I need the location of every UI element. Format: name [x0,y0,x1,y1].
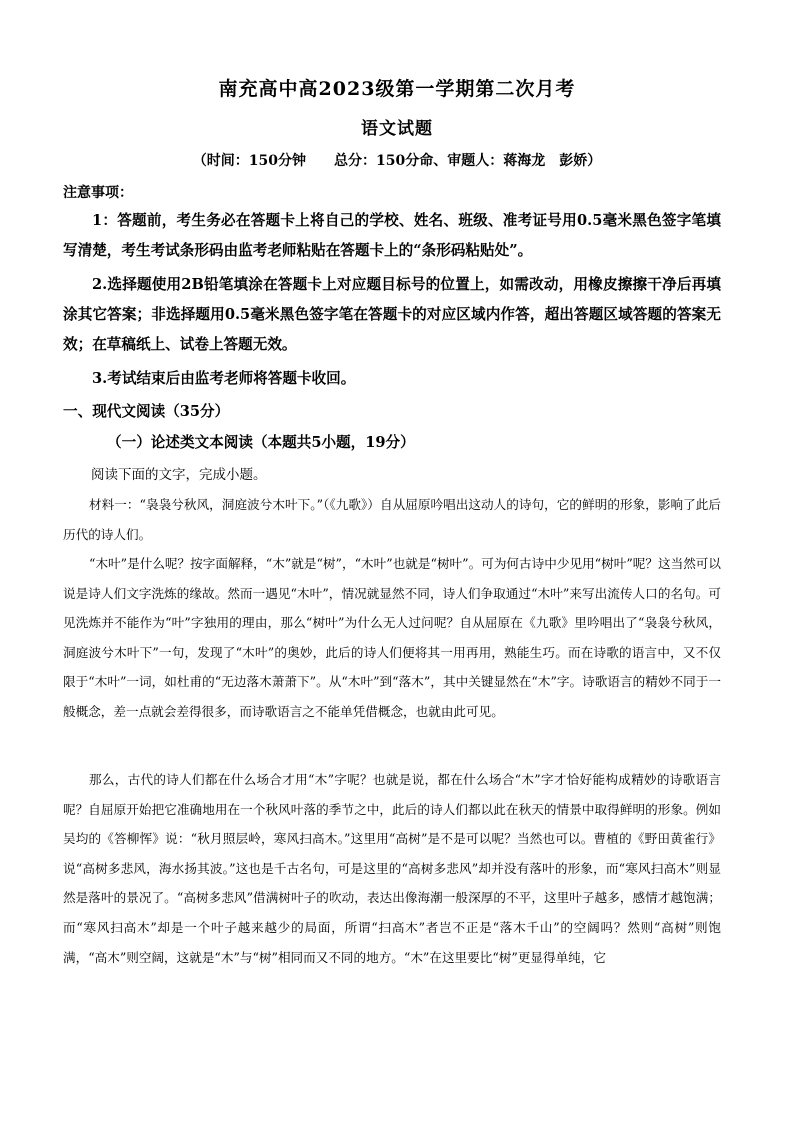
passage-paragraph: 材料一：“袅袅兮秋风，洞庭波兮木叶下。”（《九歌》）自从屈原吟唱出这动人的诗句，它的鲜明的形象，影响了此后历代的诗人们。 [63,497,721,542]
subsection-title: （一）论述类文本阅读（本题共5小题，19分） [107,434,415,451]
passage-paragraph: “木叶”是什么呢？按字面解释，“木”就是“树”，“木叶”也就是“树叶”。可为何古诗中少见用“树叶”呢？这当然可以说是诗人们文字洗炼的缘故。然而一遇见“木叶”，情况就显然不同，诗人们争取通过“木叶”来写出流传人口的名句。可见洗炼并不能作为“叶”字独用的理由，那么“树叶”为什么无人过问呢？自从屈原在《九歌》里吟唱出了“袅袅兮秋风，洞庭波兮木叶下”一句，发现了“木叶”的奥妙，此后的诗人们便将其一用再用，熟能生巧。而在诗歌的语言中，又不仅限于“木叶”一词，如杜甫的“无边落木萧萧下”。从“木叶”到“落木”，其中关键显然在“木”字。诗歌语言的精妙不同于一般概念，差一点就会差得很多，而诗歌语言之不能单凭借概念，也就由此可见。 [63,556,721,719]
reading-instruction: 阅读下面的文字，完成小题。 [91,467,267,483]
exam-title: 南充高中高2023级第一学期第二次月考 [218,78,576,100]
section-title: 一、现代文阅读（35分） [63,403,230,420]
notice-item-2: 2.选择题使用2B铅笔填涂在答题卡上对应题目标号的位置上，如需改动，用橡皮擦擦干净后再填涂其它答案；非选择题用0.5毫米黑色签字笔在答题卡的对应区域内作答，超出答题区域答题的答案无效；在草稿纸上、试卷上答题无效。 [63,276,721,353]
subject-title: 语文试题 [361,119,433,139]
notice-item-1: 1：答题前，考生务必在答题卡上将自己的学校、姓名、班级、准考证号用0.5毫米黑色签字笔填写清楚，考生考试条形码由监考老师粘贴在答题卡上的“条形码粘贴处”。 [63,212,721,259]
notice-heading: 注意事项： [63,185,133,201]
passage-paragraph: 那么，古代的诗人们都在什么场合才用“木”字呢？也就是说，都在什么场合“木”字才恰好能构成精妙的诗歌语言呢？自屈原开始把它准确地用在一个秋风叶落的季节之中，此后的诗人们都以此在秋天的情景中取得鲜明的形象。例如吴均的《答柳恽》说：“秋月照层岭，寒风扫高木。”这里用“高树”是不是可以呢？当然也可以。曹植的《野田黄雀行》说“高树多悲风，海水扬其波。”这也是千古名句，可是这里的“高树多悲风”却并没有落叶的形象，而“寒风扫高木”则显然是落叶的景况了。“高树多悲风”借满树叶子的吹动，表达出像海潮一般深厚的不平，这里叶子越多，感情才越饱满；而“寒风扫高木”却是一个叶子越来越少的局面，所谓“扫高木”者岂不正是“落木千山”的空阔吗？然则“高树”则饱满，“高木”则空阔，这就是“木”与“树”相同而又不同的地方。“木”在这里要比“树”更显得单纯，它 [63,772,721,965]
notice-item-3: 3.考试结束后由监考老师将答题卡收回。 [92,370,356,387]
exam-info: （时间：150分钟 总分：150分命、审题人：蒋海龙 彭娇） [192,153,602,169]
